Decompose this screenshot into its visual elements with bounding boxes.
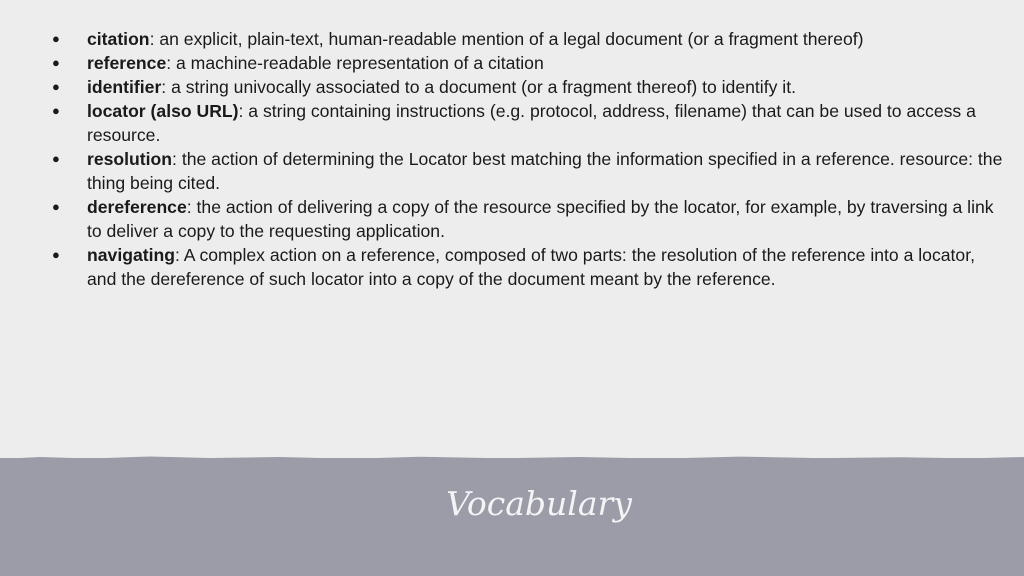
term-label: resolution xyxy=(87,149,173,169)
list-item-dereference xyxy=(52,195,1007,243)
term-label: navigating xyxy=(87,245,175,265)
term-label: locator (also URL) xyxy=(87,101,239,121)
term-label: citation xyxy=(87,29,150,49)
term-definition: : A complex action on a reference, composed of two parts: the resolution of the reference into a locator, and the dereference of such locator into a copy of the document meant by the reference. xyxy=(87,245,975,289)
term-definition: : a machine-readable representation of a citation xyxy=(166,53,544,73)
term-definition: : the action of delivering a copy of the resource specified by the locator, for example, by traversing a link to deliver a copy to the requesting application. xyxy=(87,197,994,241)
bullet-icon: ● xyxy=(52,31,60,46)
vocabulary-list xyxy=(52,27,1007,291)
list-item-citation xyxy=(52,27,1007,51)
footer-band xyxy=(0,458,1024,576)
torn-edge xyxy=(0,454,1024,462)
term-definition: : a string containing instructions (e.g. protocol, address, filename) that can be used to access a resource. xyxy=(87,101,976,145)
term-definition: : a string univocally associated to a document (or a fragment thereof) to identify it. xyxy=(161,77,796,97)
slide-title: Vocabulary xyxy=(446,484,632,523)
list-item-resolution xyxy=(52,147,1007,195)
bullet-icon: ● xyxy=(52,103,60,118)
term-label: reference xyxy=(87,53,167,73)
bullet-icon: ● xyxy=(52,247,60,262)
term-definition: : an explicit, plain-text, human-readable mention of a legal document (or a fragment thereof) xyxy=(149,29,864,49)
list-item-reference xyxy=(52,51,1007,75)
list-item-identifier xyxy=(52,75,1007,99)
bullet-icon: ● xyxy=(52,55,60,70)
list-item-navigating xyxy=(52,243,1007,291)
term-label: dereference xyxy=(87,197,187,217)
term-label: identifier xyxy=(87,77,162,97)
list-item-locator xyxy=(52,99,1007,147)
bullet-icon: ● xyxy=(52,151,60,166)
bullet-icon: ● xyxy=(52,199,60,214)
bullet-icon: ● xyxy=(52,79,60,94)
term-definition: : the action of determining the Locator best matching the information specified in a reference. resource: the thing being cited. xyxy=(87,149,1003,193)
